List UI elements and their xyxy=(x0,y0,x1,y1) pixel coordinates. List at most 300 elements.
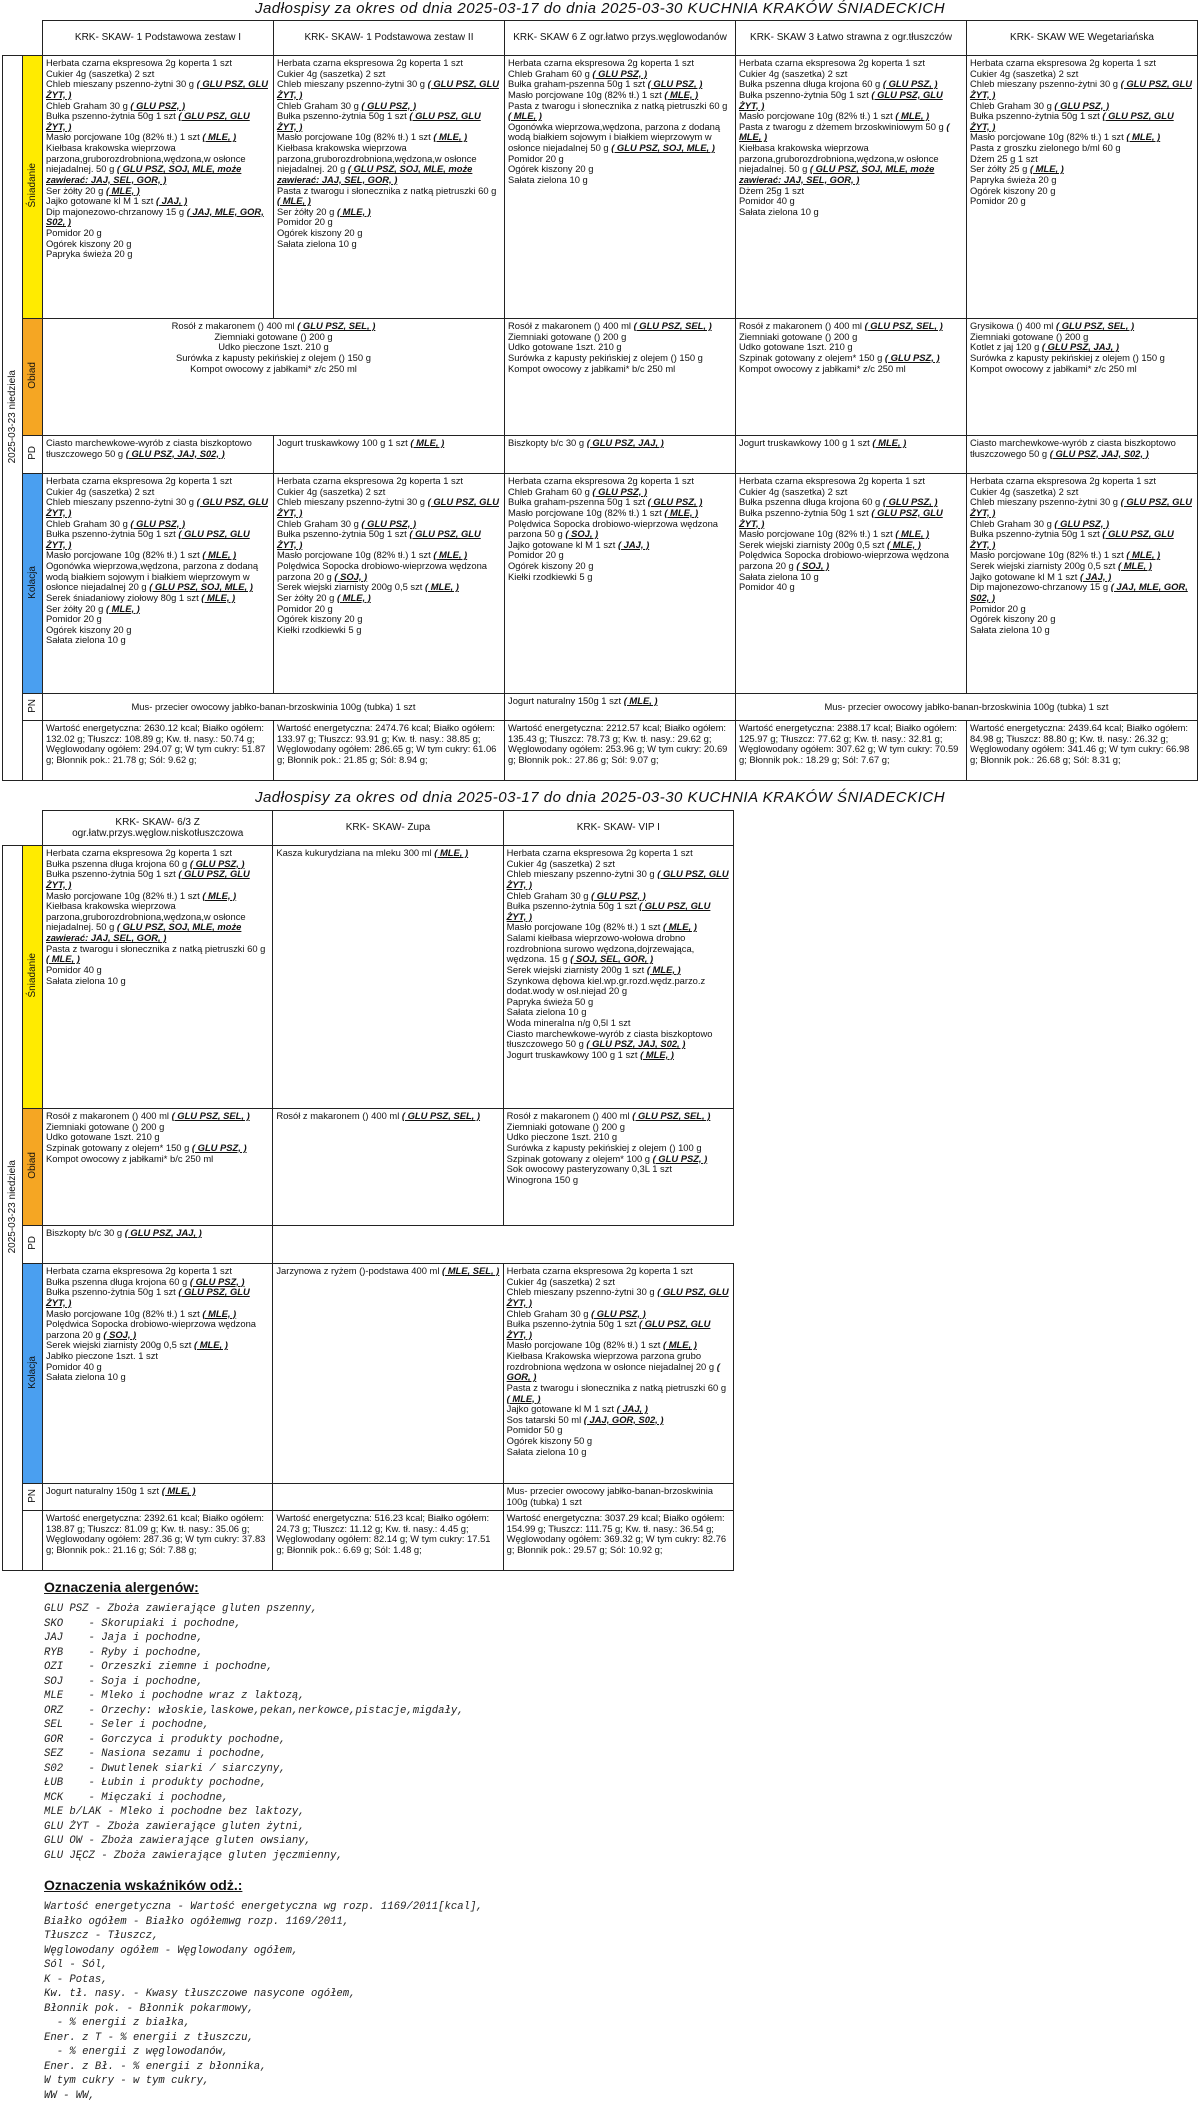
allergen-codes: ( SOJ, SEL, GOR, ) xyxy=(570,953,654,965)
menu-item: Chleb mieszany pszenno-żytni 30 g ( GLU PSZ, GLU ŻYT, ) xyxy=(970,496,1192,518)
menu-item: Chleb mieszany pszenno-żytni 30 g ( GLU PSZ, GLU ŻYT, ) xyxy=(277,496,499,518)
indicators-heading: Oznaczenia wskaźników odż.: xyxy=(44,1877,243,1893)
allergen-codes: ( GLU PSZ, ) xyxy=(647,78,703,90)
menu-item: Cukier 4g (saszetka) 2 szt xyxy=(506,1275,616,1287)
allergen-codes: ( MLE, ) xyxy=(46,953,80,965)
diet-header: KRK- SKAW- 1 Podstawowa zestaw I xyxy=(43,21,274,56)
diet-header: KRK- SKAW 3 Łatwo strawna z ogr.tłuszczów xyxy=(736,21,967,56)
menu-item: Chleb Graham 30 g ( GLU PSZ, ) xyxy=(277,517,417,529)
allergen-codes: ( GLU PSZ, ) xyxy=(1054,99,1110,111)
allergen-codes: ( GLU PSZ, GLU ŻYT, ) xyxy=(506,1318,711,1340)
menu-item: Ogórek kiszony 20 g xyxy=(46,237,132,249)
menu-item: Sałata zielona 10 g xyxy=(46,974,126,986)
menu-item: Ser żółty 20 g ( MLE, ) xyxy=(277,205,371,217)
allergen-codes: ( GLU PSZ, SOJ, MLE, może zawierać: JAJ, SEL, GOR, ) xyxy=(46,163,242,185)
menu-item: Jajko gotowane kl M 1 szt ( JAJ, ) xyxy=(508,538,650,550)
menu-item: Masło porcjowane 10g (82% tł.) 1 szt ( MLE, ) xyxy=(508,506,699,518)
menu-cell xyxy=(736,474,967,694)
menu-item: Pomidor 20 g xyxy=(46,227,102,238)
allergen-codes: ( MLE, ) xyxy=(739,120,950,143)
menu-item: Herbata czarna ekspresowa 2g koperta 1 szt xyxy=(739,57,926,68)
allergen-codes: ( GLU PSZ, SEL, ) xyxy=(297,320,376,331)
allergen-codes: ( GLU PSZ, ) xyxy=(1054,517,1110,529)
legend-line: Ener. z Bł. - % energii z błonnika, xyxy=(44,2060,267,2073)
menu-item: Kompot owocowy z jabłkami* z/c 250 ml xyxy=(739,362,906,374)
menu-item: Ciasto marchewkowe-wyrób z ciasta biszkoptowo tłuszczowego 50 g ( GLU PSZ, JAJ, S02, ) xyxy=(506,1027,713,1050)
menu-item: Sos tatarski 50 ml ( JAJ, GOR, S02, ) xyxy=(506,1413,664,1425)
menu-item: Jogurt naturalny 150g 1 szt ( MLE, ) xyxy=(508,695,658,706)
menu-item: Herbata czarna ekspresowa 2g koperta 1 szt xyxy=(506,847,693,858)
menu-item: Bułka pszenna długa krojona 60 g ( GLU PSZ, ) xyxy=(46,1275,245,1287)
legend-line: Błonnik pok. - Błonnik pokarmowy, xyxy=(44,2002,254,2015)
allergen-codes: ( MLE, ) xyxy=(193,1339,228,1351)
menu-item: Chleb Graham 30 g ( GLU PSZ, ) xyxy=(46,99,186,111)
menu-item: Cukier 4g (saszetka) 2 szt xyxy=(739,485,848,497)
menu-item: Bułka pszenno-żytnia 50g 1 szt ( GLU PSZ, GLU ŻYT, ) xyxy=(46,868,250,890)
allergen-codes: ( GLU PSZ, SEL, ) xyxy=(1055,320,1135,331)
menu-item: Pomidor 50 g xyxy=(506,1424,563,1436)
allergen-codes: ( GLU PSZ, GLU ŻYT, ) xyxy=(277,496,499,518)
menu-cell xyxy=(274,56,505,319)
menu-item: Rosół z makaronem () 400 ml ( GLU PSZ, SEL, ) xyxy=(506,1110,711,1121)
allergen-codes: ( SOJ, ) xyxy=(103,1328,137,1340)
menu-item: Sałata zielona 10 g xyxy=(506,1445,587,1457)
menu-item: Chleb Graham 30 g ( GLU PSZ, ) xyxy=(970,517,1110,529)
menu-cell xyxy=(505,319,736,436)
menu-item: Pomidor 40 g xyxy=(46,963,102,975)
diet-header: KRK- SKAW 6 Z ogr.łatwo przys.węglowodanów xyxy=(505,21,736,56)
menu-item: Udko pieczone 1szt. 210 g xyxy=(218,341,329,353)
allergen-codes: ( MLE, ) xyxy=(646,963,681,975)
menu-item: Bułka pszenno-żytnia 50g 1 szt ( GLU PSZ, GLU ŻYT, ) xyxy=(739,506,943,529)
allergens-legend xyxy=(44,1602,464,1863)
allergen-codes: ( MLE, ) xyxy=(886,538,921,550)
menu-item: Pomidor 20 g xyxy=(970,602,1026,614)
allergen-codes: ( GLU PSZ, ) xyxy=(592,485,648,497)
menu-item: Kompot owocowy z jabłkami* z/c 250 ml xyxy=(970,362,1137,374)
allergen-codes: ( MLE, ) xyxy=(434,847,469,858)
menu-item: Chleb mieszany pszenno-żytni 30 g ( GLU PSZ, GLU ŻYT, ) xyxy=(277,78,499,100)
menu-item: Pasta z twarogu z dżemem brzoskwiniowym 50 g ( MLE, ) xyxy=(739,120,950,143)
menu-item: Bułka pszenna długa krojona 60 g ( GLU PSZ, ) xyxy=(739,78,938,90)
date-label: 2025-03-23 niedziela xyxy=(6,1159,18,1254)
menu-item: Kiełbasa krakowska wieprzowa parzona,gruborozdrobniona,wędzona,w osłonce niejadalnej. 50 g ( GLU PSZ, SOJ, MLE, może zawierać: JAJ, SEL, GOR, ) xyxy=(46,900,246,943)
allergen-codes: ( JAJ, ) xyxy=(616,1403,648,1415)
legend-line: ORZ - Orzechy: włoskie,laskowe,pekan,nerkowce,pistacje,migdały, xyxy=(44,1704,464,1717)
menu-item: Masło porcjowane 10g (82% tł.) 1 szt ( MLE, ) xyxy=(46,549,237,561)
menu-item: Masło porcjowane 10g (82% tł.) 1 szt ( MLE, ) xyxy=(46,131,237,143)
menu-item: Bułka pszenno-żytnia 50g 1 szt ( GLU PSZ, GLU ŻYT, ) xyxy=(506,900,711,922)
menu-item: Pasta z twarogu i słonecznika z natką pietruszki 60 g ( MLE, ) xyxy=(277,184,497,207)
menu-item: Chleb mieszany pszenno-żytni 30 g ( GLU PSZ, GLU ŻYT, ) xyxy=(46,496,268,518)
allergen-codes: ( MLE, SEL, ) xyxy=(442,1265,500,1276)
legend-line: S02 - Dwutlenek siarki / siarczyny, xyxy=(44,1762,286,1775)
allergen-codes: ( GLU PSZ, SEL, ) xyxy=(864,320,943,331)
legend-line: Sól - Sól, xyxy=(44,1959,108,1971)
menu-item: Serek śniadaniowy ziołowy 80g 1 szt ( MLE, ) xyxy=(46,591,236,603)
menu-item: Kiełbasa Krakowska wieprzowa parzona grubo rozdrobniona wędzona w osłonce niejadalnej 20 g ( GOR, ) xyxy=(506,1350,720,1383)
allergen-codes: ( GLU PSZ, GLU ŻYT, ) xyxy=(970,528,1174,550)
allergen-codes: ( MLE, ) xyxy=(201,591,236,603)
allergen-codes: ( GLU PSZ, GLU ŻYT, ) xyxy=(506,1286,729,1308)
menu-item: Grysikowa () 400 ml ( GLU PSZ, SEL, ) xyxy=(970,320,1135,331)
allergen-codes: ( MLE, ) xyxy=(202,131,237,143)
diet-header: KRK- SKAW- 6/3 Z ogr.łatw.przys.węglow.niskotłuszczowa xyxy=(43,811,273,846)
allergen-codes: ( GLU PSZ, SOJ, MLE, może zawierać: JAJ, SEL, GOR, ) xyxy=(739,163,935,185)
menu-item: Ogórek kiszony 50 g xyxy=(506,1435,593,1446)
allergen-codes: ( MLE, ) xyxy=(640,1048,674,1060)
legend-line: - % energii z białka, xyxy=(44,2017,191,2029)
allergen-codes: ( GLU PSZ, ) xyxy=(592,67,648,79)
menu-item: Polędwica Sopocka drobiowo-wieprzowa wędzona parzona 50 g ( SOJ, ) xyxy=(508,517,719,540)
allergen-codes: ( GLU PSZ, ) xyxy=(191,1141,247,1153)
allergen-codes: ( GLU PSZ, ) xyxy=(591,1307,646,1319)
menu-item: Bułka pszenno-żytnia 50g 1 szt ( GLU PSZ, GLU ŻYT, ) xyxy=(506,1318,711,1340)
allergen-codes: ( MLE, ) xyxy=(1117,560,1152,571)
allergen-codes: ( MLE, ) xyxy=(508,110,542,122)
menu-item: Szpinak gotowany z olejem* 150 g ( GLU PSZ, ) xyxy=(46,1141,247,1153)
legend-line: GLU OW - Zboża zawierające gluten owsiany, xyxy=(44,1835,312,1847)
date-cell xyxy=(3,56,23,781)
allergen-codes: ( GLU PSZ, ) xyxy=(652,1152,708,1164)
menu-item: Chleb mieszany pszenno-żytni 30 g ( GLU PSZ, GLU ŻYT, ) xyxy=(970,78,1192,100)
legend-line: GLU JĘCZ - Zboża zawierające gluten jęczmienny, xyxy=(44,1849,343,1862)
menu-item: Bułka graham-pszenna 50g 1 szt ( GLU PSZ, ) xyxy=(508,496,703,508)
menu-item: Kiełbasa krakowska wieprzowa parzona,gruborozdrobniona,wędzona,w osłonce niejadalnej. 50 g ( GLU PSZ, SOJ, MLE, może zawierać: JAJ, SEL, GOR, ) xyxy=(46,142,246,185)
menu-item: Jogurt truskawkowy 100 g 1 szt ( MLE, ) xyxy=(506,1048,674,1060)
menu-item: Masło porcjowane 10g (82% tł.) 1 szt ( MLE, ) xyxy=(970,549,1161,561)
menu-item: Jogurt naturalny 150g 1 szt ( MLE, ) xyxy=(46,1485,196,1496)
allergen-codes: ( MLE, ) xyxy=(202,549,237,561)
allergen-codes: ( GLU PSZ, GLU ŻYT, ) xyxy=(970,496,1192,518)
menu-cell xyxy=(273,1264,503,1484)
allergen-codes: ( GLU PSZ, ) xyxy=(647,496,703,508)
nutrition-cell: Wartość energetyczna: 2212.57 kcal; Białko ogółem: 135.43 g; Tłuszcz: 78.73 g; Kw. tł. nasy.: 29.62 g; Węglowodany ogółem: 253.96 g; W tym cukry: 20.69 g; Błonnik pok.: 27.86 g; Sól: 9.07 g; xyxy=(505,721,736,781)
menu-item: Sałata zielona 10 g xyxy=(46,1371,126,1383)
allergen-codes: ( GLU PSZ, GLU ŻYT, ) xyxy=(277,528,481,550)
legend-line: W tym cukry - w tym cukry, xyxy=(44,2075,210,2087)
legend-line: Białko ogółem - Białko ogółemwg rozp. 1169/2011, xyxy=(44,1915,350,1928)
menu-item: Ziemniaki gotowane () 200 g xyxy=(970,330,1089,342)
legend-line: - % energii z węglowodanów, xyxy=(44,2046,229,2058)
menu-item: Cukier 4g (saszetka) 2 szt xyxy=(277,67,386,79)
menu-item: Serek wiejski ziarnisty 200g 0,5 szt ( MLE, ) xyxy=(739,538,921,550)
menu-item: Ogonówka wieprzowa,wędzona, parzona z dodaną wodą białkiem sojowym i białkiem wieprzowym w osłonce niejadalnej 50 g ( GLU PSZ, SOJ, MLE, ) xyxy=(508,120,721,153)
allergen-codes: ( MLE, ) xyxy=(662,1339,697,1351)
menu-item: Pasta z twarogu i słonecznika z natką pietruszki 60 g ( MLE, ) xyxy=(506,1381,727,1404)
menu-item: Chleb Graham 30 g ( GLU PSZ, ) xyxy=(506,1307,646,1319)
menu-item: Dżem 25g 1 szt xyxy=(739,184,805,196)
legend-line: Węglowodany ogółem - Węglowodany ogółem, xyxy=(44,1944,299,1957)
menu-item: Kiełki rzodkiewki 5 g xyxy=(277,623,362,635)
menu-item: Cukier 4g (saszetka) 2 szt xyxy=(970,67,1079,79)
menu-item: Ciasto marchewkowe-wyrób z ciasta biszkoptowo tłuszczowego 50 g ( GLU PSZ, JAJ, S02, ) xyxy=(970,437,1176,459)
menu-item: Ciasto marchewkowe-wyrób z ciasta biszkoptowo tłuszczowego 50 g ( GLU PSZ, JAJ, S02, ) xyxy=(46,437,252,459)
allergen-codes: ( MLE, ) xyxy=(895,528,930,540)
menu-item: Pasta z twarogu i słonecznika z natką pietruszki 60 g ( MLE, ) xyxy=(508,99,728,122)
allergen-codes: ( GLU PSZ, JAJ, ) xyxy=(124,1227,202,1238)
menu-item: Ogórek kiszony 20 g xyxy=(277,227,363,238)
allergen-codes: ( MLE, ) xyxy=(336,205,371,217)
menu-item: Herbata czarna ekspresowa 2g koperta 1 szt xyxy=(46,57,233,68)
menu-item: Cukier 4g (saszetka) 2 szt xyxy=(277,485,386,497)
menu-item: Kotlet z jaj 120 g ( GLU PSZ, JAJ, ) xyxy=(970,341,1120,353)
menu-item: Jajko gotowane kl M 1 szt ( JAJ, ) xyxy=(970,570,1112,582)
menu-cell xyxy=(43,846,273,1109)
allergen-codes: ( MLE, ) xyxy=(623,695,658,706)
menu-cell xyxy=(503,1109,733,1226)
menu-item: Bułka pszenno-żytnia 50g 1 szt ( GLU PSZ, GLU ŻYT, ) xyxy=(46,110,250,132)
menu-item: Udko gotowane 1szt. 210 g xyxy=(46,1131,160,1143)
menu-item: Polędwica Sopocka drobiowo-wieprzowa wędzona parzona 20 g ( SOJ, ) xyxy=(277,560,488,582)
menu-item: Cukier 4g (saszetka) 2 szt xyxy=(739,67,848,79)
menu-cell xyxy=(736,56,967,319)
menu-item: Kompot owocowy z jabłkami* b/c 250 ml xyxy=(508,362,676,374)
menu-item: Papryka świeża 50 g xyxy=(506,995,594,1007)
menu-item: Sałata zielona 10 g xyxy=(970,623,1050,635)
menu-item: Cukier 4g (saszetka) 2 szt xyxy=(506,857,616,869)
menu-item: Bułka pszenno-żytnia 50g 1 szt ( GLU PSZ, GLU ŻYT, ) xyxy=(46,528,250,550)
menu-item: Pomidor 40 g xyxy=(46,1360,102,1372)
menu-item: Masło porcjowane 10g (82% tł.) 1 szt ( MLE, ) xyxy=(506,921,697,933)
nutrition-cell: Wartość energetyczna: 2474.76 kcal; Białko ogółem: 133.97 g; Tłuszcz: 93.91 g; Kw. tł. nasy.: 38.85 g; Węglowodany ogółem: 286.65 g; W tym cukry: 61.06 g; Błonnik pok.: 21.85 g; Sól: 8.94 g; xyxy=(274,721,505,781)
allergen-codes: ( GLU PSZ, ) xyxy=(189,1275,245,1287)
menu-item: Masło porcjowane 10g (82% tł.) 1 szt ( MLE, ) xyxy=(46,889,237,901)
meal-label-breakfast: Śniadanie xyxy=(23,846,43,1109)
menu-cell xyxy=(503,1484,733,1511)
allergen-codes: ( GLU PSZ, GLU ŻYT, ) xyxy=(739,506,943,529)
date-label: 2025-03-23 niedziela xyxy=(6,369,18,464)
allergen-codes: ( SOJ, ) xyxy=(565,528,599,540)
menu-item: Pomidor 20 g xyxy=(970,195,1026,207)
diet-header: KRK- SKAW- 1 Podstawowa zestaw II xyxy=(274,21,505,56)
menu-item: Ziemniaki gotowane () 200 g xyxy=(214,330,333,342)
menu-item: Chleb Graham 30 g ( GLU PSZ, ) xyxy=(277,99,417,111)
menu-item: Kiełbasa krakowska wieprzowa parzona,gruborozdrobniona,wędzona,w osłonce niejadalnej. 50 g ( GLU PSZ, SOJ, MLE, może zawierać: JAJ, SEL, GOR, ) xyxy=(739,142,939,185)
menu-item: Serek wiejski ziarnisty 200g 0,5 szt ( MLE, ) xyxy=(277,581,459,593)
menu-item: Bułka pszenno-żytnia 50g 1 szt ( GLU PSZ, GLU ŻYT, ) xyxy=(277,110,481,132)
menu-cell: Mus- przecier owocowy jabłko-banan-brzoskwinia 100g (tubka) 1 szt xyxy=(43,694,505,721)
legend-line: Wartość energetyczna - Wartość energetyczna wg rozp. 1169/2011[kcal], xyxy=(44,1901,483,1913)
menu-cell xyxy=(503,1264,733,1484)
menu-cell xyxy=(967,474,1198,694)
menu-item: Ser żółty 20 g ( MLE, ) xyxy=(277,591,371,603)
menu-item: Cukier 4g (saszetka) 2 szt xyxy=(970,485,1079,497)
menu-cell xyxy=(273,846,503,1109)
menu-cell xyxy=(273,1109,503,1226)
allergen-codes: ( MLE, ) xyxy=(424,581,459,593)
legend-line: SOJ - Soja i pochodne, xyxy=(44,1675,203,1688)
menu-item: Jogurt truskawkowy 100 g 1 szt ( MLE, ) xyxy=(739,437,907,448)
menu-table-2 xyxy=(2,810,734,1571)
allergen-codes: ( GLU PSZ, GLU ŻYT, ) xyxy=(739,88,943,111)
allergen-codes: ( GLU PSZ, GLU ŻYT, ) xyxy=(506,900,711,922)
menu-item: Herbata czarna ekspresowa 2g koperta 1 szt xyxy=(46,1265,233,1276)
menu-item: Ser żółty 20 g ( MLE, ) xyxy=(46,184,140,196)
menu-item: Surówka z kapusty pekińskiej z olejem () 100 g xyxy=(506,1141,702,1153)
legend-line: MLE - Mleko i pochodne wraz z laktozą, xyxy=(44,1690,305,1702)
menu-cell: Mus- przecier owocowy jabłko-banan-brzoskwinia 100g (tubka) 1 szt xyxy=(736,694,1198,721)
menu-cell xyxy=(736,319,967,436)
menu-item: Ogórek kiszony 20 g xyxy=(277,613,363,625)
allergen-codes: ( GLU PSZ, GLU ŻYT, ) xyxy=(46,868,250,890)
menu-item: Biszkopty b/c 30 g ( GLU PSZ, JAJ, ) xyxy=(46,1227,202,1238)
allergen-codes: ( MLE, ) xyxy=(872,437,907,448)
menu-item: Jajko gotowane kl M 1 szt ( JAJ, ) xyxy=(506,1403,648,1415)
nutrition-cell: Wartość energetyczna: 2630.12 kcal; Białko ogółem: 132.02 g; Tłuszcz: 108.89 g; Kw. tł. nasy.: 50.74 g; Węglowodany ogółem: 294.07 g; W tym cukry: 51.87 g; Błonnik pok.: 21.78 g; Sól: 9.62 g; xyxy=(43,721,274,781)
menu-item: Surówka z kapusty pekińskiej z olejem () 150 g xyxy=(970,351,1165,363)
menu-item: Dżem 25 g 1 szt xyxy=(970,152,1038,164)
menu-cell xyxy=(43,1484,273,1511)
menu-item: Pomidor 20 g xyxy=(46,613,102,625)
allergen-codes: ( GLU PSZ, SEL, ) xyxy=(401,1110,481,1121)
menu-item: Szpinak gotowany z olejem* 150 g ( GLU PSZ, ) xyxy=(739,351,940,363)
meal-label-pd: PD xyxy=(23,436,43,474)
allergen-codes: ( GLU PSZ, GLU ŻYT, ) xyxy=(46,110,250,132)
menu-item: Masło porcjowane 10g (82% tł.) 1 szt ( MLE, ) xyxy=(277,549,468,561)
menu-item: Chleb Graham 30 g ( GLU PSZ, ) xyxy=(506,889,646,901)
allergen-codes: ( GLU PSZ, GLU ŻYT, ) xyxy=(970,110,1174,132)
allergen-codes: ( MLE, ) xyxy=(105,602,140,614)
menu-item: Kompot owocowy z jabłkami* z/c 250 ml xyxy=(190,362,357,374)
menu-cell xyxy=(967,436,1198,474)
menu-item: Ogórek kiszony 20 g xyxy=(508,560,594,571)
allergen-codes: ( GLU PSZ, ) xyxy=(591,889,646,901)
allergen-codes: ( MLE, ) xyxy=(506,1392,541,1404)
menu-item: Masło porcjowane 10g (82% tł.) 1 szt ( MLE, ) xyxy=(739,528,930,540)
menu-item: Herbata czarna ekspresowa 2g koperta 1 szt xyxy=(46,847,233,858)
menu-item: Bułka graham-pszenna 50g 1 szt ( GLU PSZ, ) xyxy=(508,78,703,90)
allergen-codes: ( GLU PSZ, JAJ, ) xyxy=(586,437,664,448)
allergen-codes: ( MLE, ) xyxy=(433,549,468,561)
menu-item: Rosół z makaronem () 400 ml ( GLU PSZ, SEL, ) xyxy=(508,320,712,331)
menu-item: Ogórek kiszony 20 g xyxy=(508,163,594,175)
allergen-codes: ( MLE, ) xyxy=(1029,163,1064,175)
legend-line: Tłuszcz - Tłuszcz, xyxy=(44,1930,159,1942)
menu-item: Dip majonezowo-chrzanowy 15 g ( JAJ, MLE, GOR, S02, ) xyxy=(46,205,264,228)
menu-item: Pasta z groszku zielonego b/ml 60 g xyxy=(970,142,1121,153)
menu-cell xyxy=(43,1264,273,1484)
allergen-codes: ( JAJ, ) xyxy=(1079,570,1112,582)
legend-line: SKO - Skorupiaki i pochodne, xyxy=(44,1617,242,1630)
menu-item: Udko pieczone 1szt. 210 g xyxy=(506,1131,618,1143)
legend-line: WW - WW, xyxy=(44,2089,95,2102)
menu-item: Herbata czarna ekspresowa 2g koperta 1 szt xyxy=(739,475,926,486)
menu-item: Kiełbasa krakowska wieprzowa parzona,gruborozdrobniona,wędzona,w osłonce niejadalnej. 20 g ( GLU PSZ, SOJ, MLE, może zawierać: JAJ, SEL, GOR, ) xyxy=(277,142,477,185)
menu-item: Bułka pszenno-żytnia 50g 1 szt ( GLU PSZ, GLU ŻYT, ) xyxy=(46,1286,250,1308)
page-title: Jadłospisy za okres od dnia 2025-03-17 do dnia 2025-03-30 KUCHNIA KRAKÓW ŚNIADECKICH xyxy=(254,0,946,17)
menu-cell xyxy=(43,56,274,319)
legend-line: MLE b/LAK - Mleko i pochodne bez laktozy, xyxy=(44,1806,305,1818)
menu-item: Sałata zielona 10 g xyxy=(506,1006,587,1018)
allergen-codes: ( GLU PSZ, ) xyxy=(361,99,417,111)
menu-cell xyxy=(505,474,736,694)
menu-item: Ogórek kiszony 20 g xyxy=(970,184,1056,196)
menu-table-1 xyxy=(2,20,1198,781)
menu-item: Herbata czarna ekspresowa 2g koperta 1 szt xyxy=(508,57,695,68)
menu-item: Herbata czarna ekspresowa 2g koperta 1 szt xyxy=(506,1265,693,1276)
allergens-heading: Oznaczenia alergenów: xyxy=(44,1579,199,1595)
menu-item: Polędwica Sopocka drobiowo-wieprzowa wędzona parzona 20 g ( SOJ, ) xyxy=(46,1318,257,1340)
menu-cell xyxy=(43,1109,273,1226)
allergen-codes: ( SOJ, ) xyxy=(796,560,830,571)
menu-item: Ser żółty 20 g ( MLE, ) xyxy=(46,602,140,614)
allergen-codes: ( GLU PSZ, SEL, ) xyxy=(171,1110,250,1121)
menu-cell xyxy=(43,474,274,694)
menu-item: Udko gotowane 1szt. 210 g xyxy=(739,341,853,353)
menu-item: Ziemniaki gotowane () 200 g xyxy=(508,330,627,342)
menu-item: Chleb Graham 60 g ( GLU PSZ, ) xyxy=(508,485,648,497)
menu-item: Surówka z kapusty pekińskiej z olejem () 150 g xyxy=(176,351,371,363)
menu-item: Ziemniaki gotowane () 200 g xyxy=(739,330,858,342)
legend-line: RYB - Ryby i pochodne, xyxy=(44,1646,203,1659)
menu-item: Cukier 4g (saszetka) 2 szt xyxy=(46,485,155,497)
menu-item: Jogurt truskawkowy 100 g 1 szt ( MLE, ) xyxy=(277,437,445,448)
menu-item: Masło porcjowane 10g (82% tł.) 1 szt ( MLE, ) xyxy=(508,88,699,100)
allergen-codes: ( GLU PSZ, SOJ, MLE, może zawierać: JAJ, SEL, GOR, ) xyxy=(46,921,242,943)
menu-item: Bułka pszenno-żytnia 50g 1 szt ( GLU PSZ, GLU ŻYT, ) xyxy=(277,528,481,550)
date-cell xyxy=(3,846,23,1571)
menu-item: Bułka pszenno-żytnia 50g 1 szt ( GLU PSZ, GLU ŻYT, ) xyxy=(970,110,1174,132)
menu-item: Bułka pszenna długa krojona 60 g ( GLU PSZ, ) xyxy=(739,496,938,508)
meal-label-lunch: Obiad xyxy=(23,319,43,436)
menu-item: Ser żółty 25 g ( MLE, ) xyxy=(970,163,1064,175)
menu-item: Polędwica Sopocka drobiowo-wieprzowa wędzona parzona 20 g ( SOJ, ) xyxy=(739,549,950,571)
allergen-codes: ( MLE, ) xyxy=(433,131,468,143)
menu-item: Rosół z makaronem () 400 ml ( GLU PSZ, SEL, ) xyxy=(46,1110,250,1121)
menu-item: Bułka pszenno-żytnia 50g 1 szt ( GLU PSZ, GLU ŻYT, ) xyxy=(739,88,943,111)
menu-item: Masło porcjowane 10g (82% tł.) 1 szt ( MLE, ) xyxy=(739,110,930,122)
menu-item: Chleb mieszany pszenno-żytni 30 g ( GLU PSZ, GLU ŻYT, ) xyxy=(506,868,729,890)
menu-item: Winogrona 150 g xyxy=(506,1173,579,1185)
legend-line: GOR - Gorczyca i produkty pochodne, xyxy=(44,1733,286,1746)
menu-cell xyxy=(43,436,274,474)
allergen-codes: ( MLE, ) xyxy=(1126,131,1161,143)
allergen-codes: ( MLE, ) xyxy=(202,1307,237,1319)
menu-item: Ziemniaki gotowane () 200 g xyxy=(46,1120,165,1132)
menu-item: Pomidor 40 g xyxy=(739,581,795,593)
allergen-codes: ( GLU PSZ, SOJ, MLE, ) xyxy=(611,142,715,153)
allergen-codes: ( GLU PSZ, JAJ, ) xyxy=(1041,341,1120,353)
meal-label-dinner: Kolacja xyxy=(23,1264,43,1484)
menu-cell xyxy=(505,436,736,474)
allergen-codes: ( GLU PSZ, ) xyxy=(189,857,245,869)
menu-item: Woda mineralna n/g 0,5l 1 szt xyxy=(506,1017,631,1028)
menu-item: Jajko gotowane kl M 1 szt ( JAJ, ) xyxy=(46,195,188,207)
menu-item: Chleb mieszany pszenno-żytni 30 g ( GLU PSZ, GLU ŻYT, ) xyxy=(46,78,268,100)
allergen-codes: ( GLU PSZ, ) xyxy=(882,496,938,508)
menu-item: Kompot owocowy z jabłkami* b/c 250 ml xyxy=(46,1152,214,1164)
menu-item: Sałata zielona 10 g xyxy=(508,173,588,185)
menu-item: Rosół z makaronem () 400 ml ( GLU PSZ, SEL, ) xyxy=(171,320,376,331)
legend-line: JAJ - Jaja i pochodne, xyxy=(44,1632,203,1644)
menu-item: Sałata zielona 10 g xyxy=(739,570,819,582)
menu-cell xyxy=(274,474,505,694)
meal-label-pd: PD xyxy=(23,1226,43,1264)
nutrition-cell: Wartość energetyczna: 3037.29 kcal; Białko ogółem: 154.99 g; Tłuszcz: 111.75 g; Kw. tł. nasy.: 36.54 g; Węglowodany ogółem: 369.32 g; W tym cukry: 82.76 g; Błonnik pok.: 29.57 g; Sól: 10.92 g; xyxy=(503,1511,733,1571)
legend-line: SEL - Seler i pochodne, xyxy=(44,1719,210,1731)
allergen-codes: ( GLU PSZ, GLU ŻYT, ) xyxy=(506,868,729,890)
menu-item: Cukier 4g (saszetka) 2 szt xyxy=(46,67,155,79)
diet-header: KRK- SKAW- VIP I xyxy=(503,811,733,846)
legend-line: ŁUB - Łubin i produkty pochodne, xyxy=(44,1777,267,1789)
allergen-codes: ( GLU PSZ, GLU ŻYT, ) xyxy=(46,496,268,518)
menu-item: Mus- przecier owocowy jabłko-banan-brzoskwinia 100g (tubka) 1 szt xyxy=(506,1485,713,1507)
menu-item: Rosół z makaronem () 400 ml ( GLU PSZ, SEL, ) xyxy=(276,1110,481,1121)
menu-cell xyxy=(43,1226,273,1264)
menu-item: Pomidor 40 g xyxy=(739,195,795,207)
legend-line: Ener. z T - % energii z tłuszczu, xyxy=(44,2031,254,2044)
